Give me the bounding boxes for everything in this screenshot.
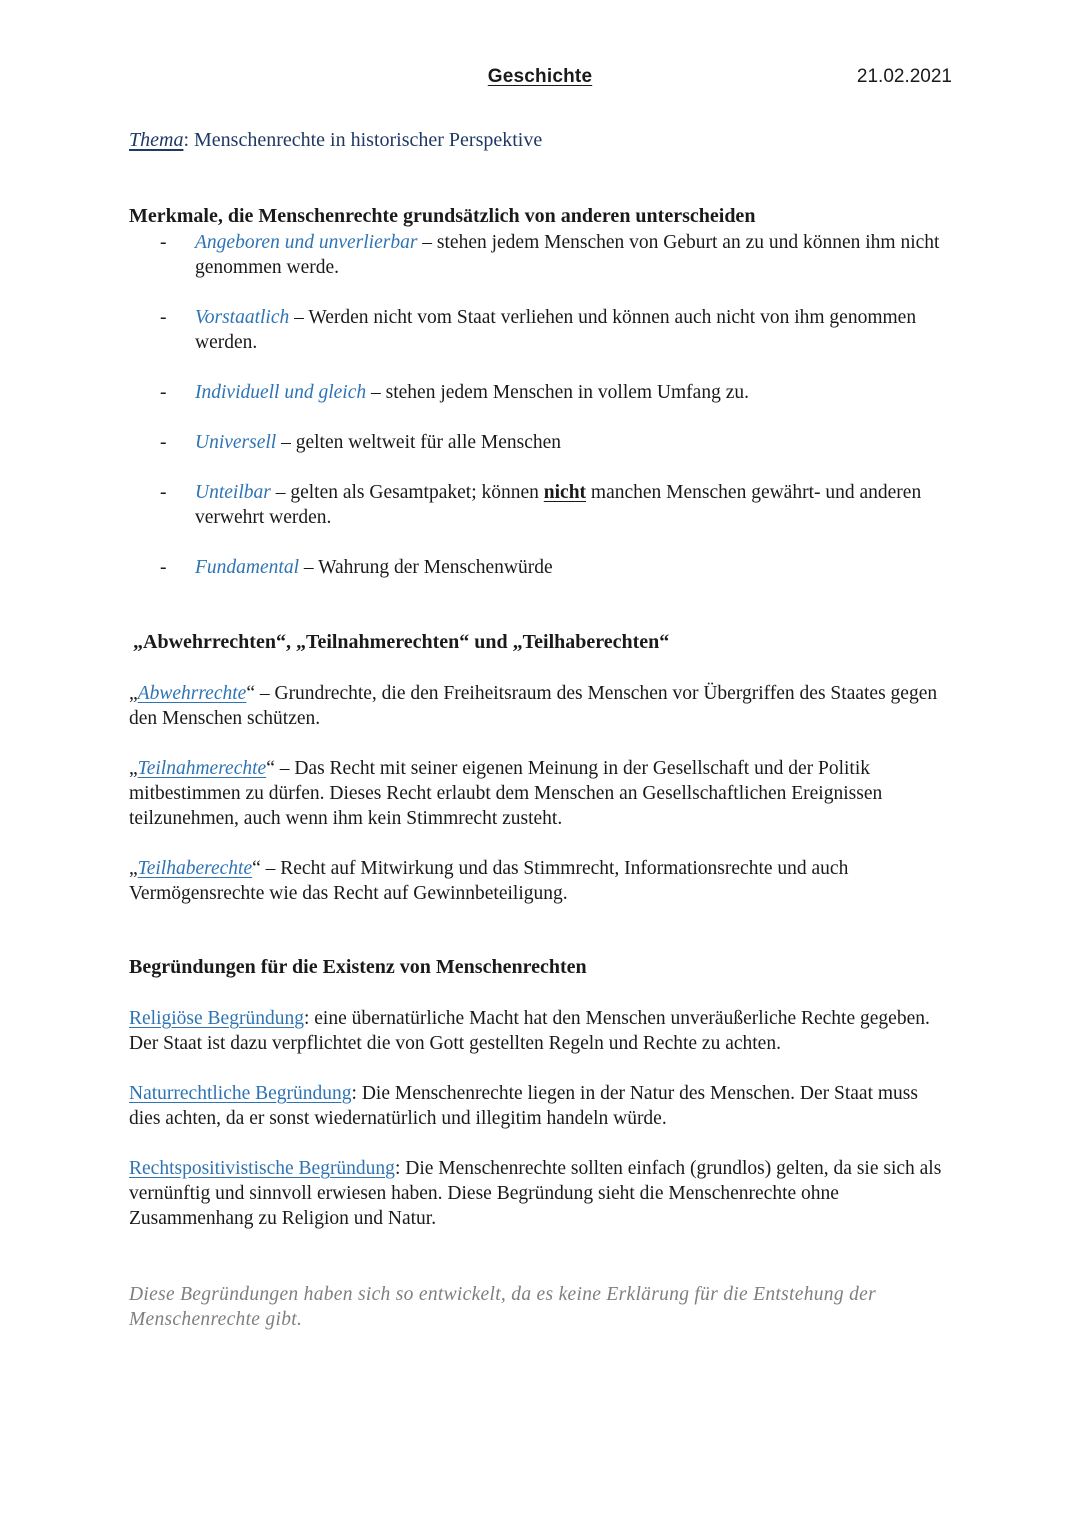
term-abwehrrechte: Abwehrrechte bbox=[137, 683, 247, 704]
reason-religioese: Religiöse Begründung: eine übernatürliche Macht hat den Menschen unveräußerliche Rechte gegeben. Der Staat ist dazu verpflichtet die von Gott gestellten Regeln und Rechte zu achten. bbox=[129, 1008, 930, 1054]
term-vorstaatlich: Vorstaatlich bbox=[195, 307, 290, 328]
emphasis-nicht: nicht bbox=[543, 482, 587, 503]
term-individuell: Individuell und gleich bbox=[195, 382, 367, 403]
definition-abwehrrechte: „Abwehrrechte“ – Grundrechte, die den Freiheitsraum des Menschen vor Übergriffen des Staates gegen den Menschen schützen. bbox=[129, 683, 938, 729]
closing-note: Diese Begründungen haben sich so entwickelt, da es keine Erklärung für die Entstehung der Menschenrechte gibt. bbox=[129, 1284, 876, 1330]
term-naturrechtliche-begruendung: Naturrechtliche Begründung bbox=[129, 1083, 352, 1104]
topic-line: Thema: Menschenrechte in historischer Perspektive bbox=[129, 129, 543, 151]
section-heading-merkmale: Merkmale, die Menschenrechte grundsätzlich von anderen unterscheiden bbox=[129, 205, 756, 227]
topic-label: Thema bbox=[129, 129, 184, 151]
term-universell: Universell bbox=[195, 432, 277, 453]
term-teilnahmerechte: Teilnahmerechte bbox=[137, 758, 267, 779]
term-religioese-begruendung: Religiöse Begründung bbox=[129, 1008, 304, 1029]
document-date: 21.02.2021 bbox=[856, 66, 952, 87]
term-teilhaberechte: Teilhaberechte bbox=[137, 858, 253, 879]
term-unteilbar: Unteilbar bbox=[195, 482, 271, 503]
term-angeboren: Angeboren und unverlierbar bbox=[195, 232, 418, 253]
subject-title: Geschichte bbox=[487, 66, 593, 87]
section-heading-begruendungen: Begründungen für die Existenz von Menschenrechten bbox=[129, 956, 587, 978]
reason-rechtspositivistische: Rechtspositivistische Begründung: Die Menschenrechte sollten einfach (grundlos) gelten, da sie sich als vernünftig und sinnvoll erwiesen haben. Diese Begründung sieht die Menschenrechte ohne Zusammenhang zu Religion und Natur. bbox=[129, 1158, 942, 1229]
definition-teilnahmerechte: „Teilnahmerechte“ – Das Recht mit seiner eigenen Meinung in der Gesellschaft und der Politik mitbestimmen zu dürfen. Dieses Recht erlaubt dem Menschen an Gesellschaftlichen Ereignissen teilzunehmen, auch wenn ihm kein Stimmrecht zusteht. bbox=[129, 758, 883, 829]
topic-text: Menschenrechte in historischer Perspektive bbox=[194, 129, 543, 151]
document-page: Geschichte 21.02.2021 Thema: Menschenrechte in historischer Perspektive Merkmale, die Menschenrechte grundsätzlich von anderen unterscheiden - Angeboren und unverlierbar – stehen jedem Menschen von Geburt an zu und können ihm nicht genommen werde. - Vorstaatlich – Werden nicht vom Staat verliehen und können auch nicht von ihm genommen werden. - Individuell und gleich – stehen jedem Menschen in vollem Umfang zu. - Universell – gelten weltweit für alle Menschen - Unteilbar – gelten als Gesamtpaket; können nicht manchen Menschen gewährt- und anderen verwehrt werden. - Fundamental – Wahrung der Menschenwürde „Abwehrrechten“, „Teilnahmerechten“ und „Teilhaberechten“ „Abwehrrechte“ – Grundrechte, die den Freiheitsraum des Menschen vor Übergriffen des Staates gegen den Menschen schützen. „Teilnahmerechte“ – Das Recht mit seiner eigenen Meinung in der Gesellschaft und der Politik mitbestimmen zu dürfen. Dieses Recht erlaubt dem Menschen an Gesellschaftlichen Ereignissen teilzunehmen, auch wenn ihm kein Stimmrecht zusteht. „Teilhaberechte“ – Recht auf Mitwirkung und das Stimmrecht, Informationsrechte und auch Vermögensrechte wie das Recht auf Gewinnbeteiligung. Begründungen für die Existenz von Menschenrechten Religiöse Begründung: eine übernatürliche Macht hat den Menschen unveräußerliche Rechte gegeben. Der Staat ist dazu verpflichtet die von Gott gestellten Regeln und Rechte zu achten. Naturrechtliche Begründung: Die Menschenrechte liegen in der Natur des Menschen. Der Staat muss dies achten, da er sonst wiedernatürlich und illegitim handeln würde. Rechtspositivistische Begründung: Die Menschenrechte sollten einfach (grundlos) gelten, da sie sich als vernünftig und sinnvoll erwiesen haben. Diese Begründung sieht die Menschenrechte ohne Zusammenhang zu Religion und Natur. Diese Begründungen haben sich so entwickelt, da es keine Erklärung für die Entstehung der Menschenrechte gibt. bbox=[0, 0, 1080, 1528]
section-heading-rechte: „Abwehrrechten“, „Teilnahmerechten“ und „Teilhaberechten“ bbox=[133, 631, 670, 653]
definition-teilhaberechte: „Teilhaberechte“ – Recht auf Mitwirkung und das Stimmrecht, Informationsrechte und auch Vermögensrechte wie das Recht auf Gewinnbeteiligung. bbox=[129, 858, 849, 904]
reason-naturrechtliche: Naturrechtliche Begründung: Die Menschenrechte liegen in der Natur des Menschen. Der Staat muss dies achten, da er sonst wiedernatürlich und illegitim handeln würde. bbox=[129, 1083, 918, 1129]
term-fundamental: Fundamental bbox=[195, 557, 299, 578]
term-rechtspositivistische-begruendung: Rechtspositivistische Begründung bbox=[129, 1158, 395, 1179]
